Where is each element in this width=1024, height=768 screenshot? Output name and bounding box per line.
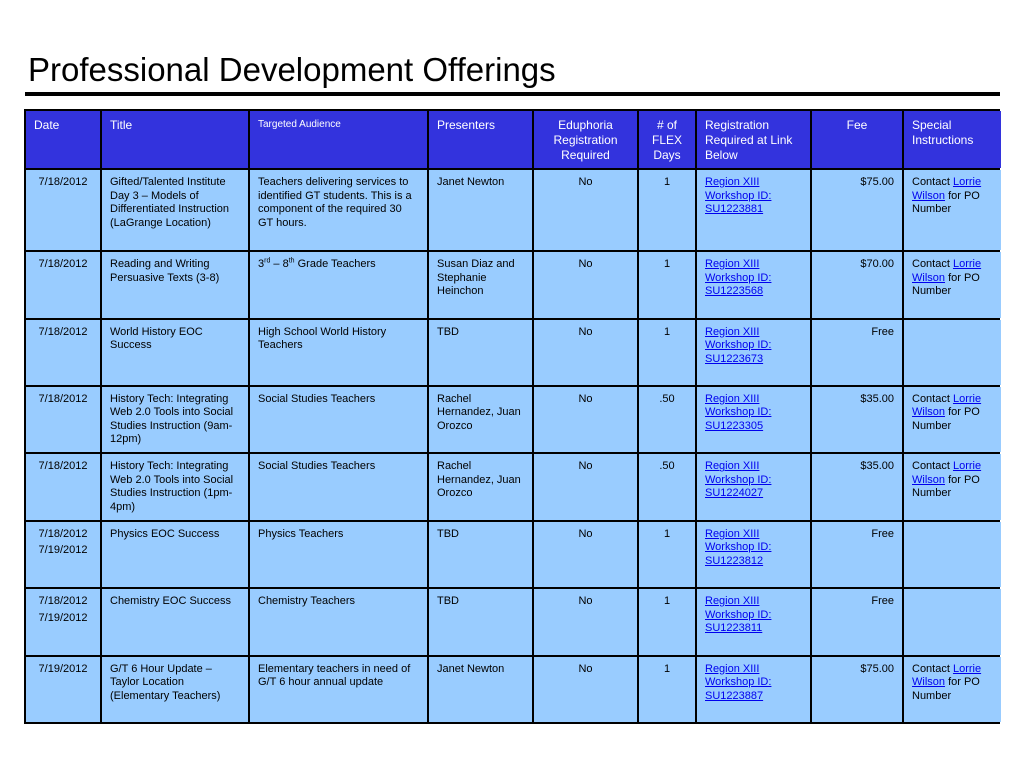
date-value: 7/18/2012 <box>38 258 88 271</box>
eduphoria-cell <box>534 657 637 722</box>
flex-days-value: 1 <box>663 176 671 188</box>
registration-cell <box>697 387 810 452</box>
special-instructions-cell <box>904 454 1001 519</box>
presenters-cell <box>429 320 532 385</box>
workshop-id: SU1223812 <box>705 554 764 567</box>
flex-days-value: 1 <box>663 662 671 675</box>
audience-text: High School World History Teachers <box>258 325 387 352</box>
flex-days-value: 1 <box>663 527 671 540</box>
table-row <box>26 589 1001 654</box>
header-row <box>26 111 1001 168</box>
special-text-pre: Contact <box>912 460 953 473</box>
registration-link-line1: Region XIII <box>705 176 760 188</box>
eduphoria-cell <box>534 170 637 250</box>
registration-link[interactable] <box>705 663 802 704</box>
fee-value: Free <box>871 595 894 608</box>
date-cell <box>26 320 100 385</box>
table-row <box>26 454 1001 519</box>
col-header-flex-days: # of FLEX Days <box>639 111 695 168</box>
date-value: 7/18/2012 <box>38 325 88 338</box>
eduphoria-cell <box>534 589 637 654</box>
flex-days-cell <box>639 170 695 250</box>
presenters-text: Janet Newton <box>437 176 505 188</box>
eduphoria-cell <box>534 320 637 385</box>
fee-value: $35.00 <box>860 392 894 405</box>
presenters-cell <box>429 589 532 654</box>
fee-cell <box>812 320 902 385</box>
title-cell <box>102 387 248 452</box>
registration-link-line1: Region XIII <box>705 662 760 675</box>
registration-cell <box>697 657 810 722</box>
special-text-pre: Contact <box>912 176 953 188</box>
registration-cell <box>697 320 810 385</box>
registration-link[interactable] <box>705 176 802 217</box>
registration-link[interactable] <box>705 460 802 501</box>
offering-title: History Tech: Integrating Web 2.0 Tools into Social Studies Instruction (9am-12pm) <box>110 392 234 446</box>
flex-days-value: .50 <box>659 392 675 405</box>
workshop-id: SU1223811 <box>705 622 763 635</box>
fee-value: $35.00 <box>860 460 894 473</box>
eduphoria-cell <box>534 387 637 452</box>
workshop-id: SU1223305 <box>705 419 764 432</box>
registration-link-line1: Region XIII <box>705 595 760 608</box>
special-text-post: for PO Number <box>912 271 980 298</box>
table-row <box>26 320 1001 385</box>
date-value: 7/18/2012 <box>38 595 88 608</box>
special-text-post: for PO Number <box>912 473 980 500</box>
workshop-id: SU1223887 <box>705 689 764 702</box>
date-value: 7/19/2012 <box>38 662 88 675</box>
table-row <box>26 657 1001 722</box>
col-header-targeted-audience: Targeted Audience <box>250 111 427 168</box>
offering-title: Gifted/Talented Institute Day 3 – Models of Differentiated Instruction (LaGrange Location) <box>110 176 230 229</box>
table-row <box>26 170 1001 250</box>
date-value: 7/18/2012 <box>38 392 88 405</box>
registration-link-line1: Region XIII <box>705 325 760 338</box>
registration-link-line1: Region XIII <box>705 392 760 405</box>
fee-value: Free <box>871 325 894 338</box>
fee-cell <box>812 170 902 250</box>
registration-cell <box>697 522 810 587</box>
audience-cell <box>250 387 427 452</box>
registration-link-line2: Workshop ID: <box>705 271 772 284</box>
special-instructions-cell <box>904 387 1001 452</box>
presenters-cell <box>429 170 532 250</box>
fee-cell <box>812 657 902 722</box>
flex-days-cell <box>639 454 695 519</box>
fee-cell <box>812 387 902 452</box>
offerings-table <box>24 109 1003 724</box>
fee-value: $75.00 <box>860 662 894 675</box>
flex-days-value: .50 <box>659 460 675 473</box>
date-cell <box>26 454 100 519</box>
eduphoria-value: No <box>578 392 593 405</box>
title-cell <box>102 589 248 654</box>
offering-title: Chemistry EOC Success <box>110 595 232 608</box>
offering-title: History Tech: Integrating Web 2.0 Tools into Social Studies Instruction (1pm-4pm) <box>110 460 234 513</box>
col-header-date: Date <box>26 111 100 168</box>
audience-text: Elementary teachers in need of G/T 6 hour annual update <box>258 662 411 689</box>
audience-part: Grade Teachers <box>294 258 376 271</box>
audience-cell <box>250 252 427 317</box>
ordinal-suffix: th <box>288 257 295 265</box>
registration-link[interactable] <box>705 258 802 299</box>
presenters-text: Rachel Hernandez, Juan Orozco <box>437 392 521 432</box>
fee-value: $70.00 <box>860 258 894 271</box>
audience-cell <box>250 454 427 519</box>
table-row <box>26 387 1001 452</box>
presenters-text: Rachel Hernandez, Juan Orozco <box>437 460 521 500</box>
date-value: 7/19/2012 <box>38 611 88 624</box>
title-cell <box>102 454 248 519</box>
eduphoria-value: No <box>578 595 593 608</box>
fee-value: $75.00 <box>860 176 894 188</box>
date-value: 7/18/2012 <box>38 176 88 188</box>
flex-days-value: 1 <box>663 325 671 338</box>
registration-link-line2: Workshop ID: <box>705 676 772 689</box>
audience-text: Chemistry Teachers <box>258 595 355 608</box>
fee-cell <box>812 522 902 587</box>
fee-cell <box>812 454 902 519</box>
special-instructions-cell <box>904 657 1001 722</box>
eduphoria-cell <box>534 454 637 519</box>
audience-part: 3 <box>258 258 265 271</box>
audience-text: Social Studies Teachers <box>258 460 376 473</box>
eduphoria-value: No <box>578 258 593 271</box>
flex-days-cell <box>639 522 695 587</box>
date-cell <box>26 522 100 587</box>
registration-link-line1: Region XIII <box>705 460 760 473</box>
registration-cell <box>697 170 810 250</box>
contact-link[interactable]: Lorrie Wilson <box>912 176 982 202</box>
flex-days-cell <box>639 657 695 722</box>
presenters-text: TBD <box>437 527 459 540</box>
contact-link[interactable]: Lorrie Wilson <box>912 392 982 419</box>
special-text-pre: Contact <box>912 662 953 675</box>
flex-days-cell <box>639 589 695 654</box>
col-header-registration-link: Registration Required at Link Below <box>697 111 810 168</box>
eduphoria-cell <box>534 252 637 317</box>
eduphoria-cell <box>534 522 637 587</box>
registration-link-line2: Workshop ID: <box>705 541 772 554</box>
registration-link-line2: Workshop ID: <box>705 339 772 352</box>
registration-link-line2: Workshop ID: <box>705 473 772 486</box>
date-cell <box>26 387 100 452</box>
presenters-cell <box>429 657 532 722</box>
workshop-id: SU1224027 <box>705 487 764 500</box>
registration-link[interactable] <box>705 393 802 434</box>
flex-days-cell <box>639 387 695 452</box>
special-instructions-cell <box>904 522 1001 587</box>
eduphoria-value: No <box>578 460 593 473</box>
flex-days-cell <box>639 320 695 385</box>
audience-text: Teachers delivering services to identified GT students. This is a component of the required 30 GT hours. <box>258 176 412 229</box>
table-row <box>26 522 1001 587</box>
presenters-cell <box>429 252 532 317</box>
fee-cell <box>812 589 902 654</box>
offering-title: Physics EOC Success <box>110 527 220 540</box>
title-divider <box>25 92 1000 96</box>
date-value: 7/19/2012 <box>38 544 88 557</box>
contact-link[interactable]: Lorrie Wilson <box>912 662 982 689</box>
audience-cell <box>250 320 427 385</box>
offering-title: World History EOC Success <box>110 325 203 352</box>
offering-title: G/T 6 Hour Update – Taylor Location (Elementary Teachers) <box>110 662 221 702</box>
title-cell <box>102 657 248 722</box>
eduphoria-value: No <box>578 176 593 188</box>
registration-link-line1: Region XIII <box>705 258 760 271</box>
title-cell <box>102 522 248 587</box>
registration-link[interactable] <box>705 326 802 367</box>
date-cell <box>26 657 100 722</box>
registration-link[interactable] <box>705 528 802 569</box>
registration-cell <box>697 454 810 519</box>
eduphoria-value: No <box>578 325 593 338</box>
audience-cell <box>250 170 427 250</box>
registration-link-line2: Workshop ID: <box>705 406 772 419</box>
workshop-id: SU1223568 <box>705 285 764 298</box>
audience-text: Physics Teachers <box>258 527 344 540</box>
presenters-text: TBD <box>437 595 459 608</box>
registration-cell <box>697 252 810 317</box>
workshop-id: SU1223673 <box>705 352 764 365</box>
audience-text: Social Studies Teachers <box>258 392 376 405</box>
col-header-title: Title <box>102 111 248 168</box>
special-text-pre: Contact <box>912 392 953 405</box>
workshop-id: SU1223881 <box>705 203 764 215</box>
date-cell <box>26 589 100 654</box>
contact-link[interactable]: Lorrie Wilson <box>912 258 982 284</box>
col-header-special-instructions: Special Instructions <box>904 111 1001 168</box>
presenters-cell <box>429 522 532 587</box>
page-title: Professional Development Offerings <box>28 51 556 88</box>
presenters-text: Susan Diaz and Stephanie Heinchon <box>437 258 515 298</box>
special-text-post: for PO Number <box>912 676 980 702</box>
presenters-text: Janet Newton <box>437 662 505 675</box>
offering-title: Reading and Writing Persuasive Texts (3-8) <box>110 258 220 284</box>
eduphoria-value: No <box>578 527 593 540</box>
special-text-pre: Contact <box>912 258 953 271</box>
audience-cell <box>250 522 427 587</box>
title-cell <box>102 252 248 317</box>
registration-cell <box>697 589 810 654</box>
fee-cell <box>812 252 902 317</box>
registration-link-line2: Workshop ID: <box>705 608 772 621</box>
contact-link[interactable]: Lorrie Wilson <box>912 460 982 486</box>
presenters-cell <box>429 454 532 519</box>
date-value: 7/18/2012 <box>38 460 88 473</box>
special-text-post: for PO Number <box>912 406 980 432</box>
special-instructions-cell <box>904 170 1001 250</box>
registration-link-line1: Region XIII <box>705 527 760 540</box>
flex-days-value: 1 <box>663 258 671 271</box>
special-instructions-cell <box>904 589 1001 654</box>
registration-link-line2: Workshop ID: <box>705 189 772 202</box>
title-cell <box>102 170 248 250</box>
fee-value: Free <box>871 527 894 540</box>
flex-days-value: 1 <box>663 595 671 608</box>
special-text-post: for PO Number <box>912 189 980 215</box>
col-header-eduphoria-registration: Eduphoria Registration Required <box>534 111 637 168</box>
presenters-text: TBD <box>437 325 459 338</box>
title-cell <box>102 320 248 385</box>
special-instructions-cell <box>904 252 1001 317</box>
audience-part: – 8 <box>270 258 289 271</box>
offerings-table-frame <box>24 109 1000 724</box>
audience-cell <box>250 589 427 654</box>
ordinal-suffix: rd <box>264 257 271 265</box>
col-header-presenters: Presenters <box>429 111 532 168</box>
col-header-fee: Fee <box>812 111 902 168</box>
presenters-cell <box>429 387 532 452</box>
registration-link[interactable] <box>705 595 802 636</box>
date-cell <box>26 170 100 250</box>
table-row <box>26 252 1001 317</box>
eduphoria-value: No <box>578 662 593 675</box>
audience-cell <box>250 657 427 722</box>
flex-days-cell <box>639 252 695 317</box>
date-value: 7/18/2012 <box>38 527 88 540</box>
date-cell <box>26 252 100 317</box>
special-instructions-cell <box>904 320 1001 385</box>
